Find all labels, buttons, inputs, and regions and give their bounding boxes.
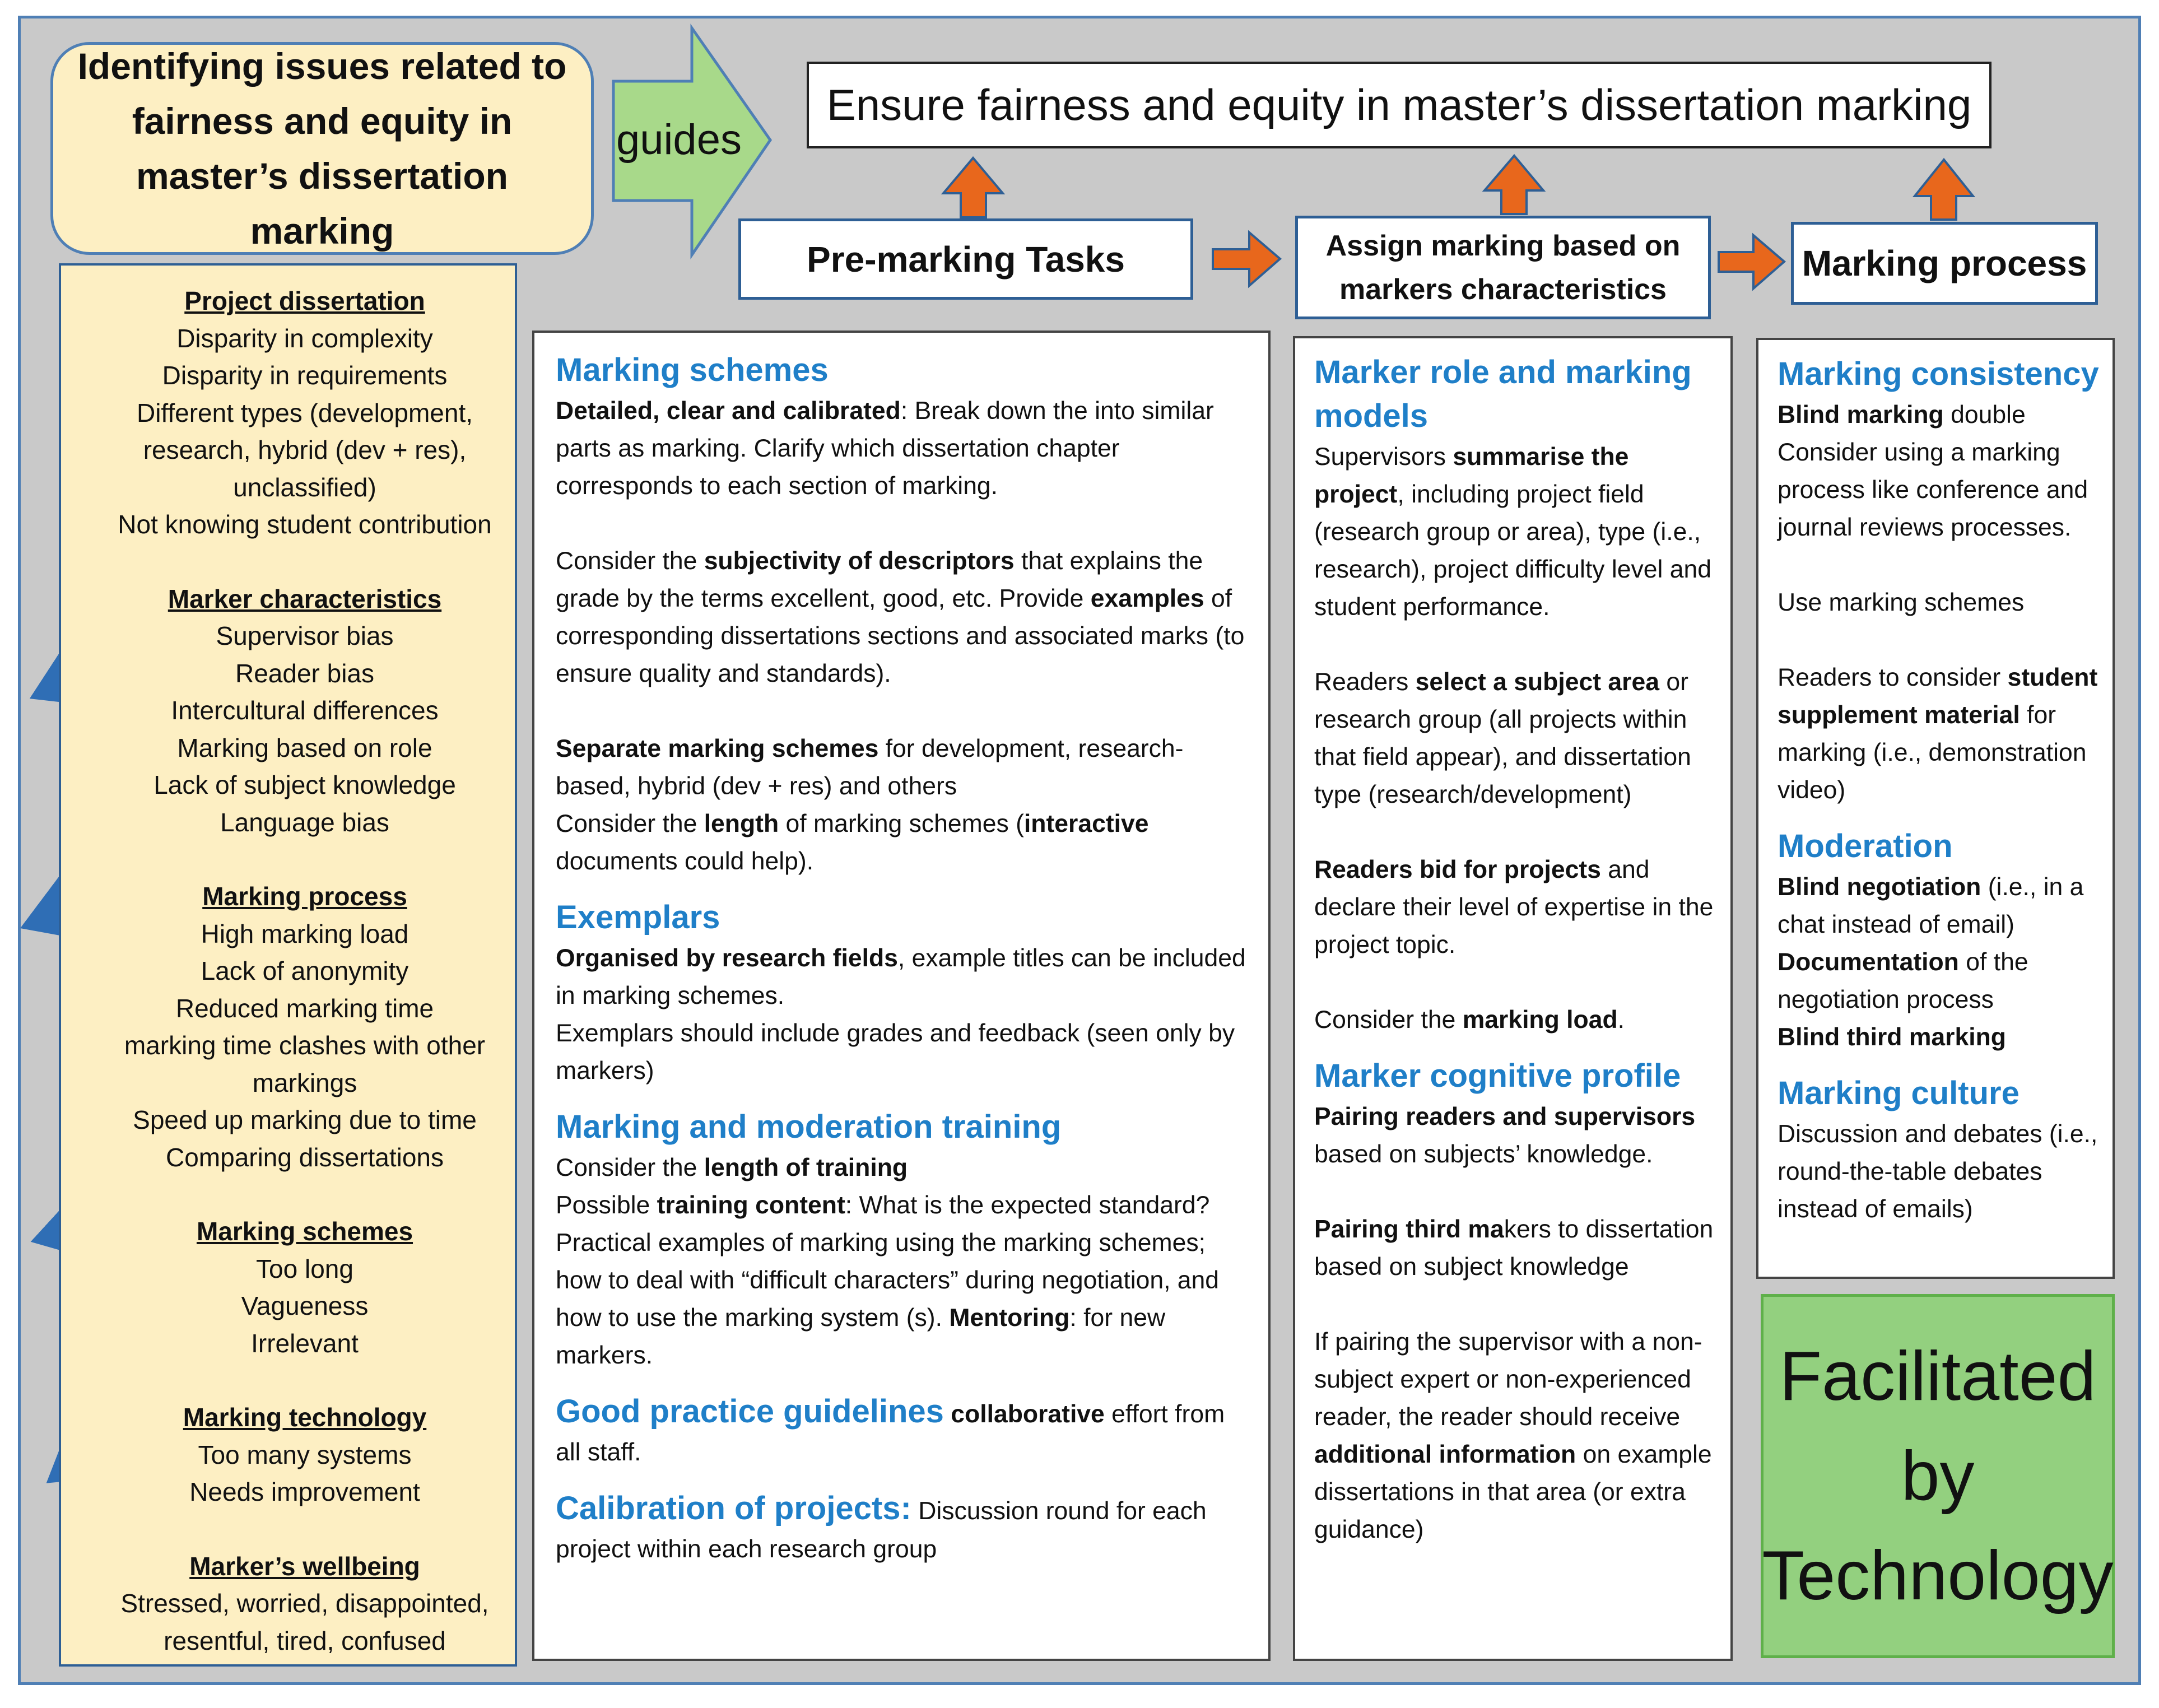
section-heading-cognitive: Marker cognitive profile — [1314, 1058, 1681, 1094]
issue-item: Disparity in requirements — [162, 361, 448, 390]
paragraph: Pairing readers and supervisors based on subjects’ knowledge. — [1314, 1103, 1696, 1168]
paragraph: Consider the subjectivity of descriptors that explains the grade by the terms excellent, good, etc. Provide examples of corresponding dissertations sections and associated marks (to ensure quality and standards). — [556, 547, 1245, 687]
section-heading-moderation: Moderation — [1778, 828, 1953, 864]
issue-item: Not knowing student contribution — [118, 510, 492, 539]
paragraph: Documentation of the negotiation process — [1778, 948, 2028, 1013]
issue-item: Stressed, worried, disappointed, resentful, tired, confused — [120, 1589, 489, 1655]
issue-heading-schemes: Marking schemes — [196, 1217, 413, 1246]
up-arrow-marking — [1915, 160, 1973, 220]
issue-item: Irrelevant — [251, 1328, 359, 1358]
marking-process-column — [1756, 338, 2115, 1279]
issue-item: Comparing dissertations — [165, 1142, 444, 1172]
paragraph: Calibration of projects: Discussion round for each project within each research group — [556, 1490, 1207, 1563]
issue-item: Reader bias — [235, 658, 375, 688]
issue-item: Too long — [256, 1254, 353, 1283]
paragraph: Detailed, clear and calibrated: Break down the into similar parts as marking. Clarify which dissertation chapter corresponds to each section of marking. — [556, 397, 1214, 500]
paragraph: Consider the marking load. — [1314, 1006, 1625, 1034]
issue-item: Speed up marking due to time — [133, 1105, 477, 1134]
issue-item: Lack of subject knowledge — [153, 770, 456, 799]
paragraph: Consider the length of marking schemes (interactive documents could help). — [556, 810, 1149, 875]
issues-title: Identifying issues related to fairness and equity in master’s dissertation marking — [50, 42, 594, 255]
issue-heading-technology: Marking technology — [183, 1403, 427, 1432]
guides-label: guides — [616, 116, 742, 164]
paragraph: Consider using a marking process like conference and journal reviews processes. — [1778, 439, 2088, 541]
issue-item: Marking based on role — [177, 733, 432, 762]
paragraph: Blind negotiation (i.e., in a chat instead of email) — [1778, 873, 2084, 938]
paragraph: Consider the length of training — [556, 1154, 908, 1181]
issue-heading-process: Marking process — [202, 882, 407, 911]
section-heading-calibration: Calibration of projects: — [556, 1490, 911, 1527]
phase-pre-marking: Pre-marking Tasks — [738, 218, 1193, 300]
issue-item: Disparity in complexity — [176, 323, 433, 353]
issue-item: Intercultural differences — [171, 696, 439, 725]
paragraph: Readers to consider student supplement material for marking (i.e., demonstration video) — [1778, 664, 2098, 804]
issue-item: Lack of anonymity — [201, 956, 409, 985]
issue-heading-project: Project dissertation — [184, 286, 425, 315]
paragraph: Readers bid for projects and declare their level of expertise in the project topic. — [1314, 856, 1714, 958]
paragraph: Good practice guidelines collaborative effort from all staff. — [556, 1393, 1225, 1466]
section-heading-consistency: Marking consistency — [1778, 356, 2099, 392]
paragraph: Pairing third makers to dissertation based on subject knowledge — [1314, 1216, 1714, 1281]
paragraph: Readers select a subject area or research group (all projects within that field appear), and dissertation type (research/development) — [1314, 668, 1691, 808]
paragraph: Possible training content: What is the expected standard? Practical examples of marking using the marking schemes; how to deal with “difficult characters” during negotiation, and how to use the marking system (s). Mentoring: for new markers. — [556, 1192, 1220, 1369]
technology-box: Facilitated by Technology — [1761, 1294, 2115, 1658]
section-heading-roles: Marker role and marking models — [1314, 354, 1692, 434]
paragraph: Organised by research fields, example titles can be included in marking schemes. — [556, 944, 1246, 1009]
issue-heading-wellbeing: Marker’s wellbeing — [189, 1551, 420, 1581]
paragraph: Use marking schemes — [1778, 589, 2025, 616]
section-heading-guidelines: Good practice guidelines — [556, 1393, 944, 1430]
up-arrow-assign — [1485, 156, 1543, 214]
paragraph: Blind marking double — [1778, 401, 2026, 429]
phase-marking-process: Marking process — [1791, 222, 2098, 305]
assign-column — [1293, 336, 1733, 1661]
section-heading-exemplars: Exemplars — [556, 899, 720, 936]
issue-item: Reduced marking time — [175, 993, 434, 1023]
issues-panel — [59, 263, 517, 1667]
right-arrow-assign-to-marking — [1719, 235, 1784, 288]
section-heading-culture: Marking culture — [1778, 1075, 2020, 1111]
paragraph: Separate marking schemes for development, research-based, hybrid (dev + res) and others — [556, 735, 1184, 800]
paragraph: Blind third marking — [1778, 1023, 2006, 1051]
issue-item: Supervisor bias — [216, 621, 394, 650]
section-heading-marking-schemes: Marking schemes — [556, 352, 829, 388]
issue-item: Too many systems — [198, 1440, 412, 1469]
issue-item: Language bias — [220, 807, 389, 837]
issue-item: marking time clashes with other markings — [124, 1031, 486, 1097]
paragraph: Exemplars should include grades and feedback (seen only by markers) — [556, 1020, 1235, 1085]
issue-item: Different types (development, research, hybrid (dev + res), unclassified) — [136, 398, 473, 502]
paragraph: If pairing the supervisor with a non-subject expert or non-experienced reader, the reader should receive additional information on example dissertations in that area (or extra guidance) — [1314, 1328, 1712, 1543]
issue-item: Vagueness — [241, 1291, 369, 1320]
phase-assign-marking: Assign marking based on markers characteristics — [1295, 216, 1711, 319]
goal-box: Ensure fairness and equity in master’s dissertation marking — [807, 62, 1992, 148]
pre-marking-column — [532, 331, 1271, 1661]
issue-heading-marker: Marker characteristics — [167, 584, 442, 613]
right-arrow-pre-to-assign — [1213, 232, 1280, 286]
up-arrow-pre — [943, 158, 1003, 217]
issue-item: Needs improvement — [189, 1477, 420, 1506]
paragraph: Discussion and debates (i.e., round-the-table debates instead of emails) — [1778, 1120, 2098, 1223]
issue-item: High marking load — [201, 919, 409, 948]
paragraph: Supervisors summarise the project, including project field (research group or area), type (i.e., research), project difficulty level and student performance. — [1314, 443, 1712, 621]
section-heading-training: Marking and moderation training — [556, 1109, 1062, 1145]
